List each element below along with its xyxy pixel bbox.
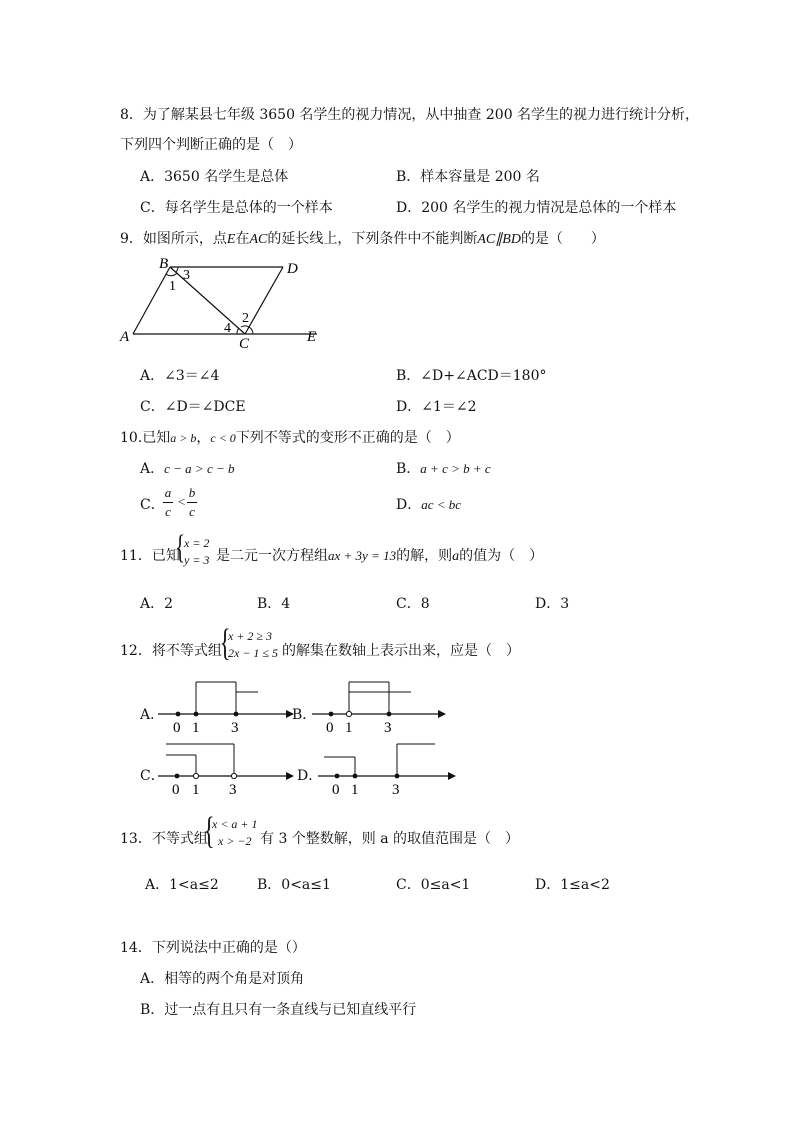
svg-text:3: 3 <box>231 720 239 736</box>
q9-option-d: D．∠1＝∠2 <box>396 399 477 415</box>
q8-option-a: A．3650 名学生是总体 <box>140 169 289 185</box>
q13-option-b: B．0<a≤1 <box>257 877 331 893</box>
q10-option-c-label: C． <box>140 497 165 513</box>
q9-stem: 9．如图所示，点E在AC的延长线上，下列条件中不能判断AC∥BD的是（ ） <box>120 231 605 247</box>
q13-option-d: D．1≤a<2 <box>535 877 610 893</box>
q11-system: x = 2 y = 3 <box>184 536 210 567</box>
q9-option-a: A．∠3＝∠4 <box>140 368 220 384</box>
q10-stem: 10.已知a > b，c < 0下列不等式的变形不正确的是（ ） <box>120 430 460 446</box>
q11-text-prefix: 11．已知 <box>120 548 180 564</box>
q11-option-d: D．3 <box>535 596 570 612</box>
label-angle-2: 2 <box>242 311 249 326</box>
svg-text:0: 0 <box>332 782 340 798</box>
q12-option-c-label: C． <box>140 768 165 784</box>
q12-option-b-label: B． <box>292 707 317 723</box>
label-angle-3: 3 <box>183 268 190 283</box>
q14-stem: 14．下列说法中正确的是（） <box>120 940 306 956</box>
q13-option-a: A．1<a≤2 <box>145 877 219 893</box>
svg-text:1: 1 <box>192 720 200 736</box>
q11-option-a: A．2 <box>140 596 174 612</box>
q9-option-c: C．∠D＝∠DCE <box>140 399 246 415</box>
q12-number-line-c <box>158 740 298 798</box>
q10-option-a: A．c − a > c − b <box>140 461 235 477</box>
q10-option-c-less-than: < <box>177 494 186 509</box>
q12-brace: { <box>219 622 231 664</box>
q10-option-d: D．ac < bc <box>396 497 462 513</box>
angle-1-arc <box>166 273 177 276</box>
q10-option-b: B．a + c > b + c <box>396 461 491 477</box>
svg-text:1: 1 <box>345 720 353 736</box>
q13-text-prefix: 13．不等式组 <box>120 831 208 847</box>
q8-option-d: D．200 名学生的视力情况是总体的一个样本 <box>396 200 677 216</box>
line-ab <box>133 267 170 334</box>
q10-option-c-fraction-b: b c <box>188 485 196 519</box>
line-cd <box>245 267 283 334</box>
svg-text:3: 3 <box>384 720 392 736</box>
q13-brace: { <box>203 810 215 852</box>
q11-stem-rest: 是二元一次方程组ax + 3y = 13的解，则a的值为（ ） <box>216 548 544 564</box>
label-e: E <box>307 329 317 345</box>
label-angle-1: 1 <box>169 279 176 294</box>
q12-number-line-b <box>312 678 452 736</box>
svg-text:1: 1 <box>351 782 359 798</box>
q13-option-c: C．0≤a<1 <box>396 877 471 893</box>
q14-option-a: A．相等的两个角是对顶角 <box>140 971 305 987</box>
q9-geometry-figure <box>115 255 325 350</box>
q12-option-d-label: D． <box>297 768 323 784</box>
q12-text-prefix: 12．将不等式组 <box>120 643 222 659</box>
q14-option-b: B．过一点有且只有一条直线与已知直线平行 <box>140 1002 417 1018</box>
q13-stem-rest: 有 3 个整数解，则 a 的取值范围是（ ） <box>260 831 520 847</box>
q10-option-c-fraction-a: a c <box>164 485 172 519</box>
q11-option-c: C．8 <box>396 596 430 612</box>
svg-text:3: 3 <box>229 782 237 798</box>
svg-text:3: 3 <box>392 782 400 798</box>
q8-option-b: B．样本容量是 200 名 <box>396 169 540 185</box>
q12-number-line-d <box>318 740 463 798</box>
svg-text:0: 0 <box>173 720 181 736</box>
q12-stem-rest: 的解集在数轴上表示出来，应是（ ） <box>282 643 520 659</box>
q12-system: x + 2 ≥ 3 2x − 1 ≤ 5 <box>228 629 279 660</box>
q11-brace: { <box>175 529 186 566</box>
q8-stem-line2: 下列四个判断正确的是（ ） <box>120 137 302 153</box>
angle-3-arc <box>176 267 178 272</box>
label-b: B <box>159 256 169 272</box>
q12-number-line-a <box>158 678 298 736</box>
line-bc <box>170 267 245 334</box>
label-angle-4: 4 <box>224 321 231 336</box>
svg-text:0: 0 <box>326 720 334 736</box>
svg-text:1: 1 <box>192 782 200 798</box>
q8-stem-line1: 8．为了解某县七年级 3650 名学生的视力情况，从中抽查 200 名学生的视力进行统计分析， <box>120 107 700 123</box>
q11-option-b: B．4 <box>257 596 291 612</box>
q8-option-c: C．每名学生是总体的一个样本 <box>140 200 333 216</box>
label-a: A <box>120 329 130 345</box>
label-c: C <box>239 336 250 350</box>
angle-4-arc <box>237 328 239 334</box>
label-d: D <box>287 261 298 277</box>
q13-system: x < a + 1 x > −2 <box>212 817 258 848</box>
svg-text:0: 0 <box>172 782 180 798</box>
q9-option-b: B．∠D+∠ACD＝180° <box>396 368 547 384</box>
q12-option-a-label: A． <box>140 707 165 723</box>
